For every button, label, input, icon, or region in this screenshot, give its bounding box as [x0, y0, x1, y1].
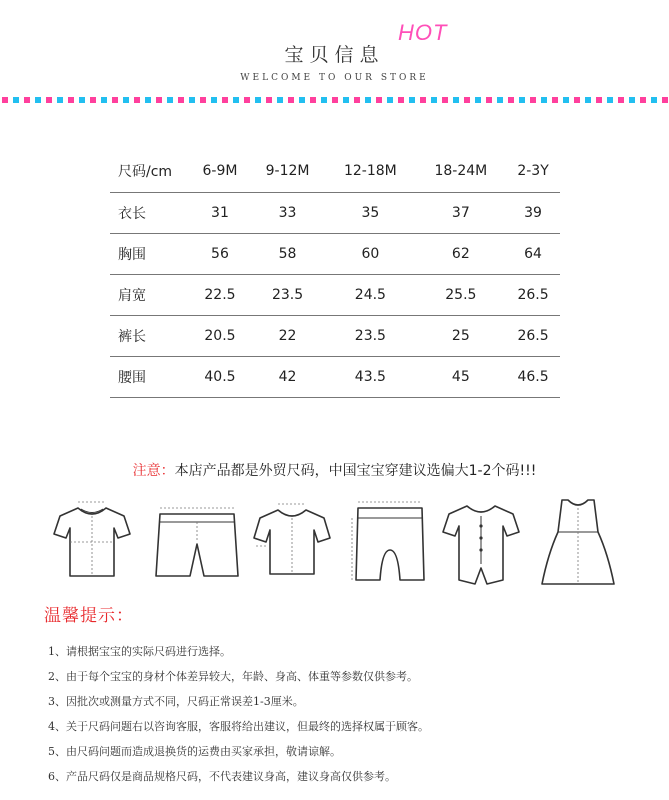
divider-dot	[541, 97, 547, 103]
divider-dot	[167, 97, 173, 103]
divider-dot	[222, 97, 228, 103]
divider-dot	[398, 97, 404, 103]
table-cell: 60	[325, 233, 415, 274]
notice	[0, 460, 669, 480]
divider-dot	[134, 97, 140, 103]
table-cell: 58	[250, 233, 325, 274]
divider-dot	[200, 97, 206, 103]
table-cell: 46.5	[506, 356, 560, 397]
list-item: 5、由尺码问题而造成退换货的运费由买家承担，敬请谅解。	[48, 745, 341, 758]
table-row	[110, 315, 560, 356]
dotted-divider	[0, 96, 669, 104]
divider-dot	[365, 97, 371, 103]
table-cell: 45	[416, 356, 506, 397]
divider-dot	[651, 97, 657, 103]
divider-dot	[233, 97, 239, 103]
divider-dot	[409, 97, 415, 103]
divider-dot	[486, 97, 492, 103]
table-cell: 20.5	[190, 315, 250, 356]
divider-dot	[321, 97, 327, 103]
divider-dot	[376, 97, 382, 103]
t-shirt-diagram-icon	[52, 494, 132, 584]
pants-diagram-icon	[350, 494, 430, 584]
divider-dot	[90, 97, 96, 103]
divider-dot	[596, 97, 602, 103]
divider-dot	[453, 97, 459, 103]
divider-dot	[288, 97, 294, 103]
column-header: 尺码/cm	[110, 151, 190, 192]
row-label: 胸围	[110, 233, 190, 274]
divider-dot	[255, 97, 261, 103]
divider-dot	[310, 97, 316, 103]
table-cell: 64	[506, 233, 560, 274]
column-header: 18-24M	[416, 151, 506, 192]
divider-dot	[343, 97, 349, 103]
table-cell: 43.5	[325, 356, 415, 397]
list-item: 1、请根据宝宝的实际尺码进行选择。	[48, 645, 231, 658]
table-cell: 23.5	[325, 315, 415, 356]
table-row	[110, 192, 560, 233]
divider-dot	[79, 97, 85, 103]
divider-dot	[35, 97, 41, 103]
divider-dot	[123, 97, 129, 103]
divider-dot	[497, 97, 503, 103]
table-row	[110, 356, 560, 397]
table-row	[110, 274, 560, 315]
divider-dot	[101, 97, 107, 103]
page-title: 宝贝信息	[284, 44, 385, 66]
row-label: 肩宽	[110, 274, 190, 315]
column-header: 12-18M	[325, 151, 415, 192]
table-cell: 22.5	[190, 274, 250, 315]
tips-list	[48, 643, 429, 793]
row-label: 衣长	[110, 192, 190, 233]
divider-dot	[475, 97, 481, 103]
divider-dot	[420, 97, 426, 103]
divider-dot	[519, 97, 525, 103]
table-cell: 40.5	[190, 356, 250, 397]
table-cell: 25.5	[416, 274, 506, 315]
table-cell: 26.5	[506, 315, 560, 356]
row-label: 腰围	[110, 356, 190, 397]
dress-diagram-icon	[538, 494, 618, 590]
divider-dot	[354, 97, 360, 103]
table-cell: 39	[506, 192, 560, 233]
table-cell: 56	[190, 233, 250, 274]
column-header: 2-3Y	[506, 151, 560, 192]
hot-badge: HOT	[398, 20, 448, 45]
divider-dot	[464, 97, 470, 103]
divider-dot	[530, 97, 536, 103]
table-cell: 62	[416, 233, 506, 274]
divider-dot	[156, 97, 162, 103]
notice-text: 本店产品都是外贸尺码，中国宝宝穿建议选偏大1-2个码!!!	[174, 463, 537, 479]
divider-dot	[629, 97, 635, 103]
divider-dot	[13, 97, 19, 103]
divider-dot	[46, 97, 52, 103]
divider-dot	[618, 97, 624, 103]
row-label: 裤长	[110, 315, 190, 356]
table-cell: 22	[250, 315, 325, 356]
table-cell: 37	[416, 192, 506, 233]
divider-dot	[563, 97, 569, 103]
size-table	[110, 151, 560, 398]
divider-dot	[585, 97, 591, 103]
table-cell: 33	[250, 192, 325, 233]
divider-dot	[332, 97, 338, 103]
divider-dot	[277, 97, 283, 103]
divider-dot	[145, 97, 151, 103]
divider-dot	[112, 97, 118, 103]
table-cell: 31	[190, 192, 250, 233]
divider-dot	[640, 97, 646, 103]
list-item: 2、由于每个宝宝的身材个体差异较大，年龄、身高、体重等参数仅供参考。	[48, 670, 418, 683]
divider-dot	[178, 97, 184, 103]
shorts-diagram-icon	[152, 494, 242, 584]
divider-dot	[266, 97, 272, 103]
divider-dot	[57, 97, 63, 103]
table-cell: 26.5	[506, 274, 560, 315]
divider-dot	[508, 97, 514, 103]
table-row	[110, 233, 560, 274]
notice-label: 注意：	[132, 463, 175, 479]
divider-dot	[2, 97, 8, 103]
divider-dot	[24, 97, 30, 103]
column-header: 9-12M	[250, 151, 325, 192]
divider-dot	[607, 97, 613, 103]
page-subtitle: WELCOME TO OUR STORE	[240, 73, 429, 83]
divider-dot	[299, 97, 305, 103]
table-cell: 23.5	[250, 274, 325, 315]
divider-dot	[189, 97, 195, 103]
column-header: 6-9M	[190, 151, 250, 192]
divider-dot	[68, 97, 74, 103]
list-item: 4、关于尺码问题右以咨询客服，客服将给出建议，但最终的选择权属于顾客。	[48, 720, 429, 733]
table-cell: 42	[250, 356, 325, 397]
list-item: 3、因批次或测量方式不同，尺码正常误差1-3厘米。	[48, 695, 304, 708]
divider-dot	[244, 97, 250, 103]
tee-diagram-icon	[252, 494, 332, 584]
table-cell: 24.5	[325, 274, 415, 315]
table-cell: 25	[416, 315, 506, 356]
divider-dot	[442, 97, 448, 103]
list-item: 6、产品尺码仅是商品规格尺码，不代表建议身高，建议身高仅供参考。	[48, 770, 396, 783]
divider-dot	[662, 97, 668, 103]
divider-dot	[387, 97, 393, 103]
divider-dot	[574, 97, 580, 103]
table-cell: 35	[325, 192, 415, 233]
romper-diagram-icon	[441, 494, 521, 590]
divider-dot	[211, 97, 217, 103]
size-table-header	[110, 151, 560, 192]
divider-dot	[431, 97, 437, 103]
divider-dot	[552, 97, 558, 103]
tips-title: 温馨提示：	[44, 606, 134, 626]
